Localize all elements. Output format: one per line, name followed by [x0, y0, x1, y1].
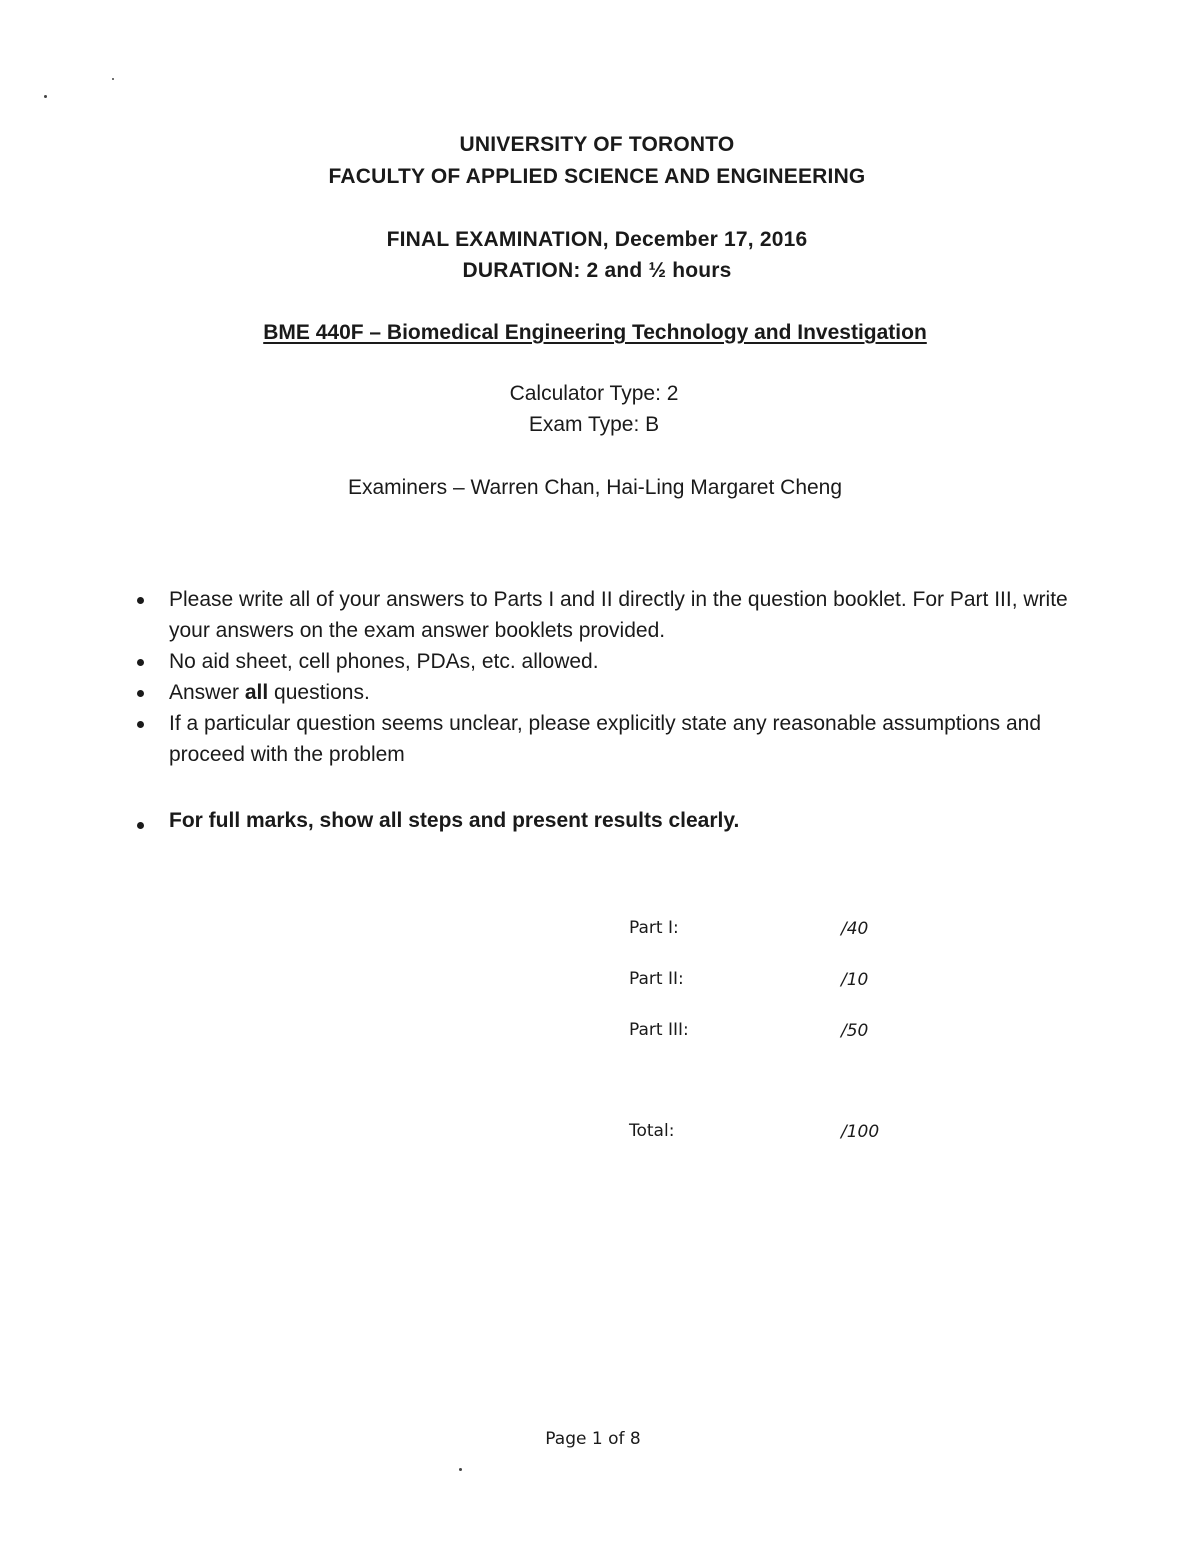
course-title: BME 440F – Biomedical Engineering Technology and Investigation — [263, 321, 927, 344]
instruction-item: If a particular question seems unclear, please explicitly state any reasonable assumptions and proceed with the problem — [132, 708, 1072, 770]
marks-row — [629, 918, 929, 944]
instructions-list — [132, 584, 1072, 770]
marks-total-value: /100 — [841, 1122, 880, 1142]
marks-row — [629, 1020, 929, 1046]
calculator-type: Calculator Type: 2 — [509, 382, 679, 405]
full-marks-note: For full marks, show all steps and present results clearly. — [132, 809, 739, 833]
marks-label: Part III: — [629, 1020, 689, 1040]
exam-date: FINAL EXAMINATION, December 17, 2016 — [386, 228, 808, 251]
bullet-icon — [137, 721, 144, 728]
university-name: UNIVERSITY OF TORONTO — [459, 133, 735, 156]
marks-label: Part II: — [629, 969, 684, 989]
marks-value: /40 — [841, 919, 869, 939]
instruction-item: Please write all of your answers to Parts I and II directly in the question booklet. For Part III, write your answers on the exam answer booklets provided. — [132, 584, 1072, 646]
exam-type: Exam Type: B — [528, 413, 660, 436]
scan-speck — [112, 78, 114, 80]
emphasis-all: all — [244, 681, 269, 704]
marks-total-row — [629, 1121, 929, 1147]
marks-total-label: Total: — [629, 1121, 675, 1141]
page-number: Page 1 of 8 — [545, 1429, 641, 1449]
marks-label: Part I: — [629, 918, 679, 938]
examiners: Examiners – Warren Chan, Hai-Ling Margaret Cheng — [347, 476, 843, 499]
scan-speck — [459, 1468, 462, 1471]
instruction-item: Answer all questions. — [132, 677, 1072, 708]
instruction-item: No aid sheet, cell phones, PDAs, etc. allowed. — [132, 646, 1072, 677]
marks-row — [629, 969, 929, 995]
scan-speck — [44, 95, 47, 98]
faculty-name: FACULTY OF APPLIED SCIENCE AND ENGINEERING — [328, 165, 866, 188]
marks-value: /10 — [841, 970, 869, 990]
exam-duration: DURATION: 2 and ½ hours — [462, 259, 732, 282]
bullet-icon — [137, 822, 144, 829]
bullet-icon — [137, 659, 144, 666]
bullet-icon — [137, 690, 144, 697]
marks-value: /50 — [841, 1021, 869, 1041]
bullet-icon — [137, 597, 144, 604]
